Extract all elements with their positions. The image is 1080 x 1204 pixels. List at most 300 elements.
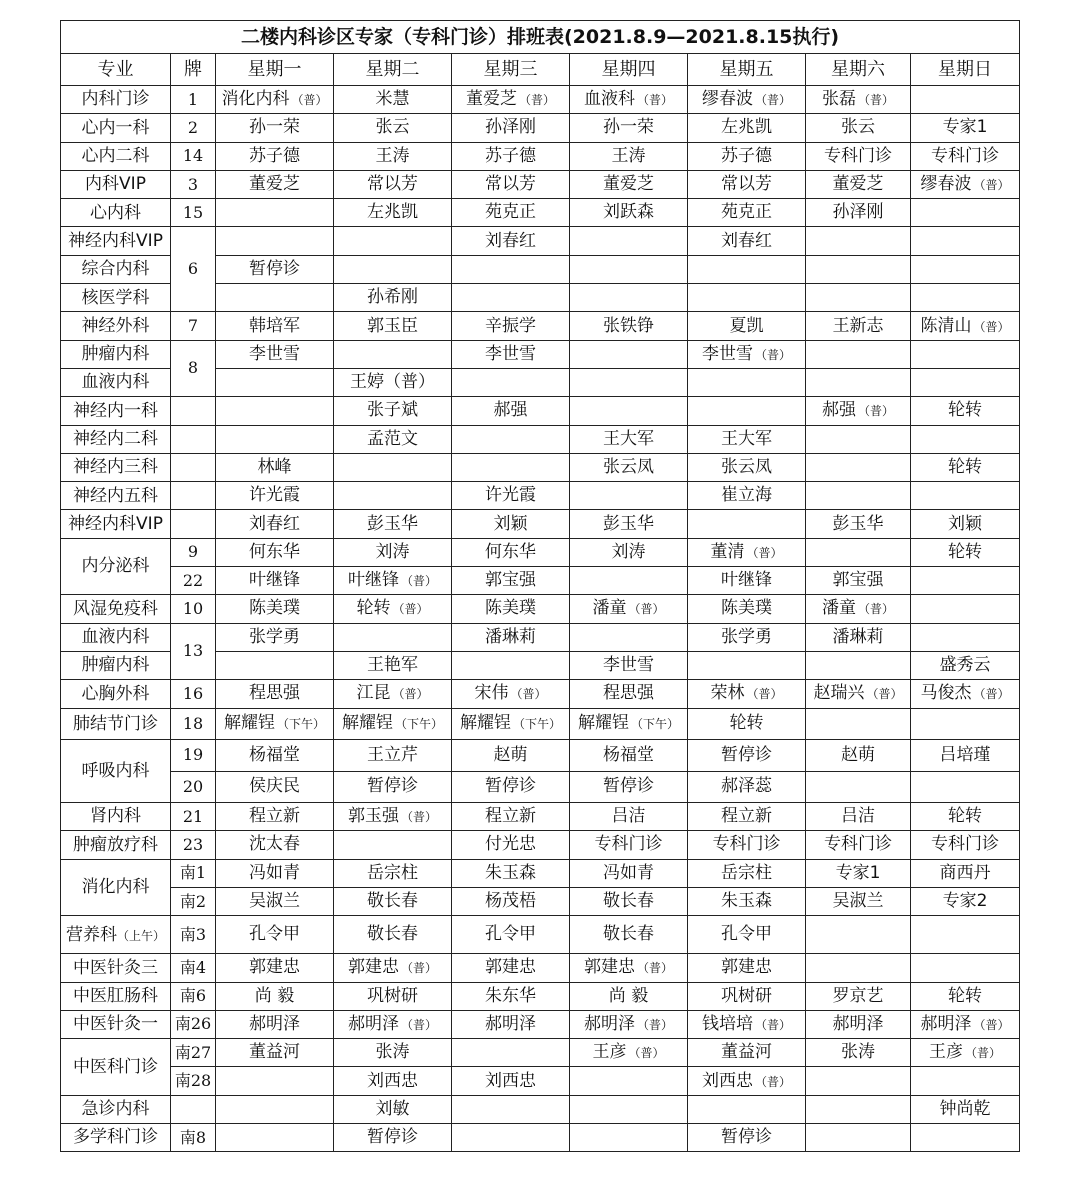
shift-monday (216, 538, 334, 566)
clinic-number: 南1 (171, 859, 216, 887)
doctor-name: 郭建忠 (249, 957, 300, 978)
shift-friday (688, 340, 806, 368)
shift-thursday (570, 916, 688, 954)
doctor-name: 董爱芝 (603, 174, 654, 195)
table-row (61, 397, 1020, 425)
clinic-number: 16 (171, 680, 216, 708)
table-row (61, 740, 1020, 772)
clinic-number: 20 (171, 771, 216, 803)
shift-friday (688, 680, 806, 708)
table-row (61, 1124, 1020, 1152)
doctor-name: 张涛 (375, 1042, 410, 1063)
doctor-name: 吕培瑾 (939, 744, 991, 765)
shift-note: （下午） (394, 717, 443, 732)
doctor-name: 彭玉华 (367, 513, 418, 534)
doctor-name: 李世雪 (249, 343, 300, 364)
shift-monday (216, 86, 334, 114)
doctor-name: 王涛 (375, 145, 410, 166)
shift-sunday (911, 982, 1020, 1010)
dept-cell (61, 227, 171, 255)
doctor-name: 张云凤 (721, 457, 772, 477)
shift-monday (216, 803, 334, 831)
clinic-number (171, 482, 216, 510)
shift-monday (216, 199, 334, 227)
shift-saturday (806, 1095, 911, 1123)
shift-sunday (911, 510, 1020, 538)
shift-saturday (806, 1124, 911, 1152)
table-row (61, 170, 1020, 198)
shift-friday (688, 114, 806, 142)
dept-name: 心内科 (90, 202, 141, 223)
clinic-number (171, 453, 216, 481)
doctor-name: 敬长春 (603, 924, 654, 945)
shift-monday (216, 740, 334, 772)
dept-name: 消化内科 (81, 877, 150, 898)
dept-cell (61, 623, 171, 651)
doctor-name: 尚 毅 (254, 985, 295, 1006)
shift-sunday (911, 887, 1020, 915)
shift-sunday (911, 1010, 1020, 1038)
doctor-name: 专科门诊 (931, 834, 1000, 855)
shift-saturday (806, 425, 911, 453)
header-friday: 星期五 (688, 54, 806, 86)
shift-monday (216, 312, 334, 340)
dept-name: 神经内二科 (73, 429, 158, 450)
dept-name: 心胸外科 (81, 683, 150, 704)
doctor-name: 张云 (841, 117, 875, 138)
shift-thursday (570, 680, 688, 708)
table-row (61, 482, 1020, 510)
doctor-name: 敬长春 (367, 924, 418, 945)
doctor-name: 解耀锃 (223, 713, 275, 734)
shift-tuesday (334, 887, 452, 915)
schedule-table (60, 20, 1020, 1152)
shift-wednesday (452, 954, 570, 982)
shift-note: （普） (628, 1046, 665, 1061)
doctor-name: 潘童 (592, 598, 627, 619)
doctor-name: 巩树研 (367, 985, 418, 1006)
dept-cell (61, 425, 171, 453)
dept-cell (61, 831, 171, 859)
doctor-name: 暂停诊 (367, 776, 418, 797)
doctor-name: 杨茂梧 (485, 891, 536, 912)
dept-name: 内科VIP (85, 174, 146, 195)
doctor-name: 王婷（普） (350, 372, 435, 393)
shift-note: （普） (636, 961, 673, 976)
shift-monday (216, 887, 334, 915)
shift-sunday (911, 114, 1020, 142)
doctor-name: 叶继锋 (721, 570, 772, 591)
shift-tuesday (334, 567, 452, 595)
shift-saturday (806, 567, 911, 595)
doctor-name: 辛振学 (485, 315, 536, 336)
doctor-name: 荣林 (710, 683, 745, 704)
shift-note: （普） (392, 602, 429, 617)
shift-monday (216, 623, 334, 651)
shift-thursday (570, 1039, 688, 1067)
shift-friday (688, 227, 806, 255)
table-row (61, 708, 1020, 740)
doctor-name: 专家2 (942, 891, 988, 912)
shift-wednesday (452, 227, 570, 255)
shift-tuesday (334, 623, 452, 651)
doctor-name: 陈清山 (920, 315, 972, 336)
shift-sunday (911, 255, 1020, 283)
shift-wednesday (452, 397, 570, 425)
doctor-name: 血液科 (583, 89, 635, 110)
doctor-name: 朱东华 (485, 985, 536, 1006)
table-row (61, 680, 1020, 708)
shift-monday (216, 1124, 334, 1152)
shift-thursday (570, 954, 688, 982)
shift-sunday (911, 1124, 1020, 1152)
shift-sunday (911, 708, 1020, 740)
doctor-name: 程立新 (249, 806, 300, 827)
doctor-name: 孔令甲 (249, 924, 300, 945)
dept-note: （上午） (116, 928, 165, 943)
shift-tuesday (334, 312, 452, 340)
shift-note: （普） (746, 545, 783, 560)
shift-friday (688, 368, 806, 396)
shift-note: （普） (973, 1017, 1010, 1032)
doctor-name: 董爱芝 (249, 174, 300, 195)
dept-cell (61, 510, 171, 538)
clinic-number: 6 (171, 227, 216, 312)
shift-sunday (911, 831, 1020, 859)
shift-monday (216, 255, 334, 283)
clinic-number (171, 510, 216, 538)
clinic-number: 22 (171, 567, 216, 595)
doctor-name: 刘涛 (375, 541, 410, 562)
dept-cell (61, 595, 171, 623)
doctor-name: 董清 (710, 541, 745, 562)
shift-monday (216, 453, 334, 481)
shift-friday (688, 425, 806, 453)
doctor-name: 苑克正 (485, 202, 536, 223)
shift-wednesday (452, 740, 570, 772)
doctor-name: 专科门诊 (824, 834, 892, 855)
shift-sunday (911, 1067, 1020, 1095)
doctor-name: 郭宝强 (485, 570, 536, 591)
doctor-name: 郭玉臣 (367, 315, 418, 336)
shift-tuesday (334, 227, 452, 255)
shift-tuesday (334, 595, 452, 623)
dept-name: 心内二科 (81, 146, 150, 167)
shift-note: （下午） (276, 717, 325, 732)
doctor-name: 程思强 (249, 683, 300, 704)
shift-tuesday (334, 1124, 452, 1152)
dept-cell (61, 538, 171, 595)
doctor-name: 李世雪 (603, 655, 654, 676)
dept-name: 心内一科 (81, 117, 150, 138)
doctor-name: 崔立海 (721, 485, 772, 506)
dept-cell (61, 954, 171, 982)
doctor-name: 彭玉华 (603, 513, 654, 534)
shift-friday (688, 887, 806, 915)
shift-thursday (570, 859, 688, 887)
table-row (61, 538, 1020, 566)
clinic-number: 南26 (171, 1010, 216, 1038)
shift-note: （普） (866, 687, 903, 702)
shift-thursday (570, 567, 688, 595)
shift-thursday (570, 114, 688, 142)
doctor-name: 张云 (375, 117, 410, 138)
dept-cell (61, 340, 171, 368)
dept-name: 内科门诊 (81, 89, 150, 110)
shift-sunday (911, 1039, 1020, 1067)
doctor-name: 郝明泽 (249, 1013, 300, 1034)
shift-sunday (911, 453, 1020, 481)
dept-name: 神经内一科 (73, 400, 158, 421)
shift-wednesday (452, 170, 570, 198)
shift-monday (216, 482, 334, 510)
shift-sunday (911, 368, 1020, 396)
shift-monday (216, 916, 334, 954)
shift-wednesday (452, 887, 570, 915)
dept-cell (61, 142, 171, 170)
shift-saturday (806, 708, 911, 740)
shift-tuesday (334, 1067, 452, 1095)
dept-name: 血液内科 (81, 372, 150, 393)
shift-sunday (911, 595, 1020, 623)
shift-wednesday (452, 368, 570, 396)
shift-saturday (806, 803, 911, 831)
doctor-name: 程思强 (603, 683, 654, 704)
table-row (61, 227, 1020, 255)
doctor-name: 商西丹 (939, 862, 991, 883)
shift-note: （普） (857, 602, 894, 617)
shift-monday (216, 1067, 334, 1095)
dept-cell (61, 170, 171, 198)
doctor-name: 程立新 (485, 806, 536, 827)
shift-monday (216, 284, 334, 312)
doctor-name: 吕洁 (841, 806, 875, 827)
doctor-name: 敬长春 (603, 891, 654, 912)
doctor-name: 朱玉森 (721, 891, 772, 912)
shift-thursday (570, 1095, 688, 1123)
shift-saturday (806, 114, 911, 142)
doctor-name: 程立新 (721, 806, 772, 827)
shift-monday (216, 771, 334, 803)
doctor-name: 专科门诊 (931, 145, 1000, 166)
shift-saturday (806, 1010, 911, 1038)
clinic-number: 8 (171, 340, 216, 397)
shift-note: （普） (636, 93, 673, 108)
shift-saturday (806, 651, 911, 679)
shift-friday (688, 916, 806, 954)
doctor-name: 钟尚乾 (939, 1098, 991, 1119)
shift-sunday (911, 916, 1020, 954)
doctor-name: 暂停诊 (485, 776, 536, 797)
shift-tuesday (334, 831, 452, 859)
shift-monday (216, 982, 334, 1010)
shift-friday (688, 199, 806, 227)
shift-friday (688, 651, 806, 679)
doctor-name: 宋伟 (474, 683, 509, 704)
table-row (61, 312, 1020, 340)
shift-tuesday (334, 1039, 452, 1067)
doctor-name: 付光忠 (485, 834, 536, 855)
doctor-name: 专家1 (835, 862, 881, 883)
shift-saturday (806, 312, 911, 340)
shift-thursday (570, 982, 688, 1010)
shift-thursday (570, 595, 688, 623)
doctor-name: 米慧 (375, 89, 410, 110)
shift-note: （普） (636, 1017, 673, 1032)
shift-thursday (570, 255, 688, 283)
doctor-name: 郭宝强 (832, 570, 884, 591)
clinic-number: 南6 (171, 982, 216, 1010)
shift-monday (216, 595, 334, 623)
shift-wednesday (452, 831, 570, 859)
doctor-name: 专科门诊 (824, 145, 892, 166)
doctor-name: 刘春红 (249, 513, 300, 534)
shift-sunday (911, 651, 1020, 679)
table-row (61, 86, 1020, 114)
shift-note: （普） (400, 961, 437, 976)
table-row (61, 567, 1020, 595)
doctor-name: 赵萌 (493, 744, 528, 765)
doctor-name: 韩培军 (249, 315, 300, 336)
shift-thursday (570, 708, 688, 740)
shift-saturday (806, 255, 911, 283)
shift-note: （普） (400, 574, 437, 589)
shift-friday (688, 623, 806, 651)
header-row (61, 54, 1020, 86)
shift-saturday (806, 227, 911, 255)
shift-friday (688, 708, 806, 740)
shift-note: （普） (392, 687, 429, 702)
shift-thursday (570, 1010, 688, 1038)
clinic-number: 南27 (171, 1039, 216, 1067)
shift-friday (688, 482, 806, 510)
doctor-name: 冯如青 (603, 862, 654, 883)
table-row (61, 954, 1020, 982)
shift-tuesday (334, 1010, 452, 1038)
doctor-name: 孙泽刚 (485, 117, 536, 138)
doctor-name: 暂停诊 (721, 744, 772, 765)
shift-thursday (570, 340, 688, 368)
doctor-name: 刘西忠 (485, 1070, 536, 1091)
doctor-name: 常以芳 (721, 174, 772, 195)
doctor-name: 孔令甲 (721, 924, 772, 945)
shift-tuesday (334, 425, 452, 453)
dept-name: 呼吸内科 (81, 760, 150, 781)
shift-note: （普） (754, 347, 791, 362)
shift-wednesday (452, 916, 570, 954)
shift-saturday (806, 982, 911, 1010)
doctor-name: 常以芳 (367, 174, 418, 195)
shift-friday (688, 86, 806, 114)
shift-saturday (806, 199, 911, 227)
dept-name: 核医学科 (81, 287, 150, 308)
doctor-name: 郭玉强 (347, 806, 399, 827)
shift-sunday (911, 623, 1020, 651)
doctor-name: 孙希刚 (367, 287, 418, 308)
shift-friday (688, 982, 806, 1010)
table-row (61, 831, 1020, 859)
shift-saturday (806, 397, 911, 425)
shift-monday (216, 831, 334, 859)
shift-sunday (911, 954, 1020, 982)
dept-name: 肿瘤内科 (81, 344, 150, 365)
shift-thursday (570, 651, 688, 679)
doctor-name: 轮转 (729, 713, 764, 734)
clinic-number: 3 (171, 170, 216, 198)
dept-name: 中医肛肠科 (73, 985, 158, 1006)
dept-name: 神经外科 (81, 315, 150, 336)
shift-tuesday (334, 510, 452, 538)
doctor-name: 张云凤 (603, 457, 654, 477)
shift-friday (688, 1067, 806, 1095)
dept-cell (61, 368, 171, 396)
shift-saturday (806, 954, 911, 982)
shift-tuesday (334, 340, 452, 368)
table-row (61, 199, 1020, 227)
shift-saturday (806, 510, 911, 538)
shift-note: （普） (754, 93, 791, 108)
table-row (61, 453, 1020, 481)
shift-saturday (806, 771, 911, 803)
shift-wednesday (452, 284, 570, 312)
clinic-number: 2 (171, 114, 216, 142)
shift-saturday (806, 740, 911, 772)
doctor-name: 朱玉森 (485, 862, 536, 883)
shift-friday (688, 803, 806, 831)
dept-cell (61, 1124, 171, 1152)
table-row (61, 771, 1020, 803)
doctor-name: 董爱芝 (465, 89, 517, 110)
shift-friday (688, 453, 806, 481)
shift-thursday (570, 482, 688, 510)
shift-sunday (911, 538, 1020, 566)
header-saturday: 星期六 (806, 54, 911, 86)
shift-tuesday (334, 859, 452, 887)
shift-wednesday (452, 1095, 570, 1123)
doctor-name: 常以芳 (485, 174, 536, 195)
doctor-name: 林峰 (257, 457, 292, 477)
shift-monday (216, 142, 334, 170)
shift-thursday (570, 86, 688, 114)
dept-name: 中医针灸三 (73, 957, 158, 978)
dept-name: 风湿免疫科 (73, 598, 158, 619)
shift-friday (688, 859, 806, 887)
doctor-name: 轮转 (356, 598, 391, 619)
shift-friday (688, 567, 806, 595)
shift-monday (216, 227, 334, 255)
shift-note: （下午） (630, 717, 679, 732)
doctor-name: 侯庆民 (249, 776, 300, 797)
shift-thursday (570, 425, 688, 453)
clinic-number: 14 (171, 142, 216, 170)
doctor-name: 轮转 (948, 806, 983, 827)
doctor-name: 轮转 (948, 400, 983, 421)
dept-name: 中医科门诊 (73, 1056, 158, 1077)
shift-sunday (911, 771, 1020, 803)
header-wednesday: 星期三 (452, 54, 570, 86)
shift-wednesday (452, 1124, 570, 1152)
doctor-name: 赵瑞兴 (813, 683, 865, 704)
shift-monday (216, 170, 334, 198)
doctor-name: 苑克正 (721, 202, 772, 223)
clinic-number (171, 425, 216, 453)
dept-cell (61, 1010, 171, 1038)
shift-saturday (806, 859, 911, 887)
shift-friday (688, 1010, 806, 1038)
shift-wednesday (452, 114, 570, 142)
doctor-name: 吕洁 (611, 806, 646, 827)
shift-monday (216, 1039, 334, 1067)
